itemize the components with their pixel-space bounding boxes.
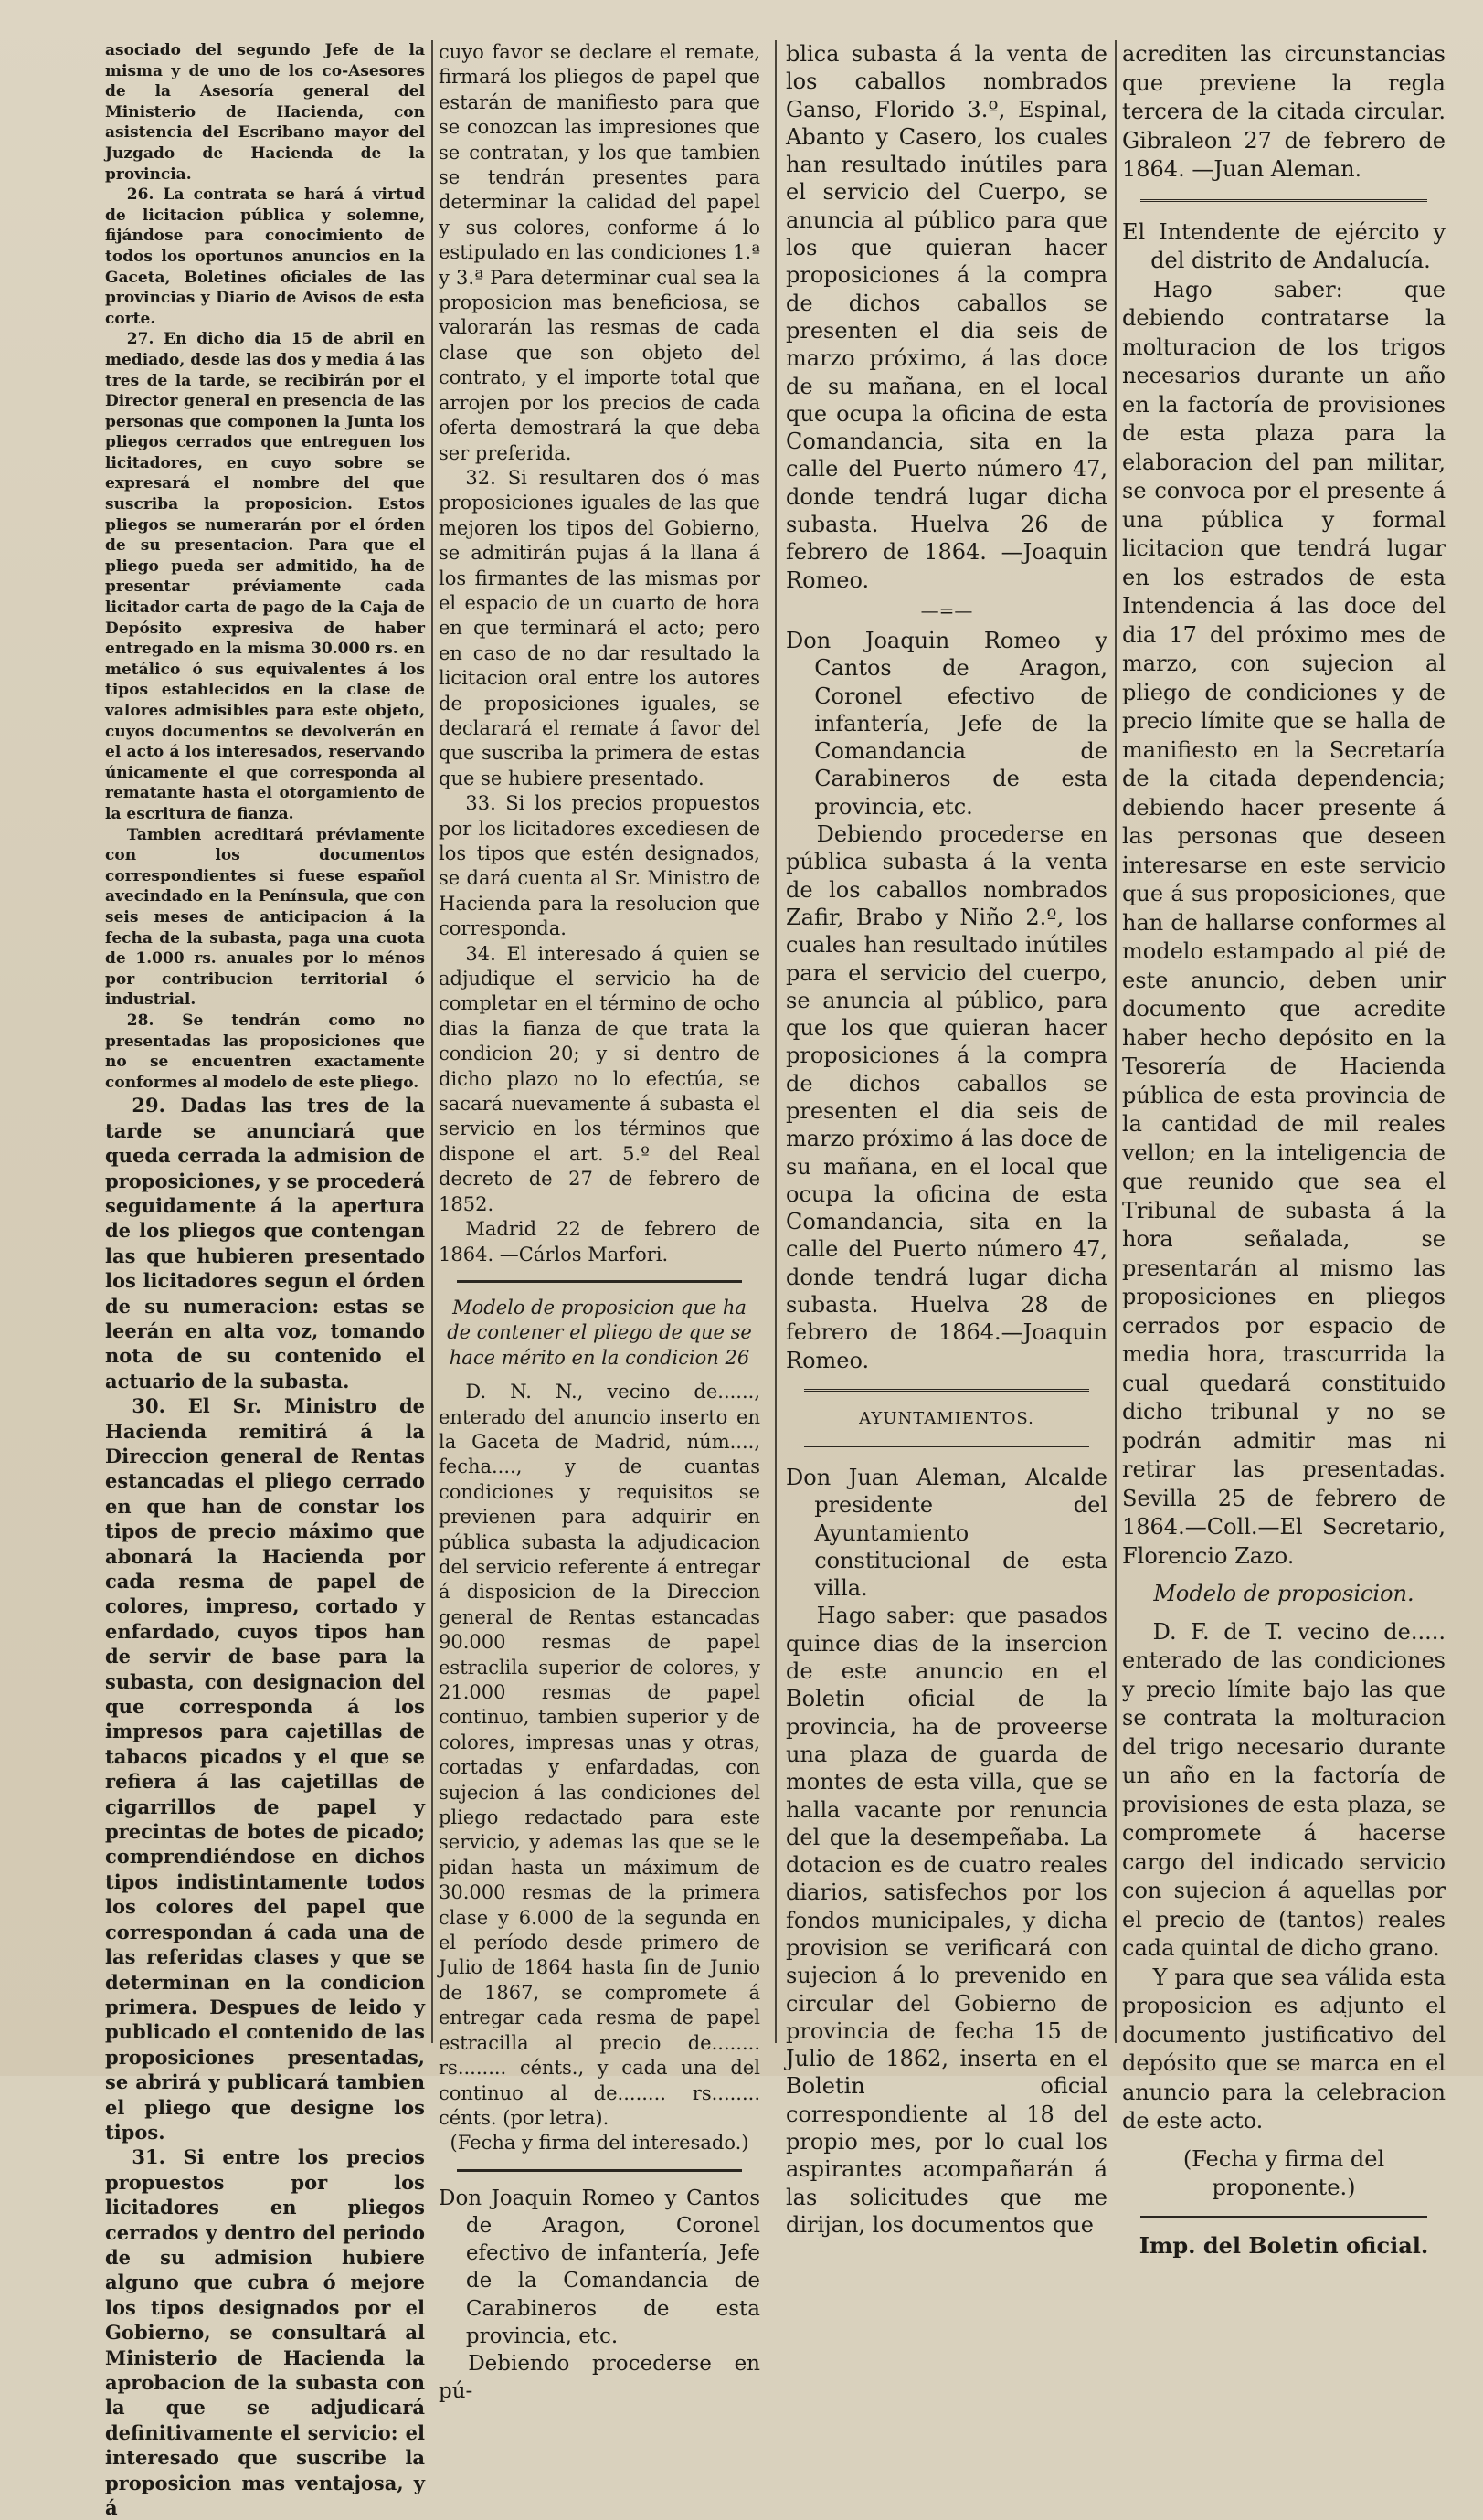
notice-header: Don Juan Aleman, Alcalde presidente del Ayuntamiento constitucional de esta villa. xyxy=(786,1464,1107,1602)
paragraph: 27. En dicho dia 15 de abril en mediado, desde las dos y media á las tres de la tarde, se recibirán por el Director general en presencia de las personas que componen la Junta los pliegos cerrados que entreguen los licitadores, en cuyo sobre se expresará el nombre del que suscriba la proposicion. Estos pliegos se numerarán por el órden de su presentacion. Para que el pliego pueda ser admitido, ha de presentar préviamente cada licitador carta de pago de la Caja de Depósito expresiva de haber entregado en la misma 30.000 rs. en metálico ó sus equivalentes á los tipos establecidos en la clase de valores admisibles para este objeto, cuyos documentos se devolverán en el acto á los interesados, reservando únicamente el que corresponda al rematante hasta el otorgamiento de la escritura de fianza. xyxy=(105,330,425,823)
signature-line: Madrid 22 de febrero de 1864. —Cárlos Marfori. xyxy=(439,1218,760,1265)
paragraph: 33. Si los precios propuestos por los licitadores excediesen de los tipos que estén designados, se dará cuenta al Sr. Ministro de Hacienda para la resolucion que corresponda. xyxy=(439,792,760,940)
paragraph: blica subasta á la venta de los caballos nombrados Ganso, Florido 3.º, Espinal, Abanto y Casero, los cuales han resultado inútiles para el servicio del Cuerpo, se anuncia al público para que los que quieran hacer proposiciones á la compra de dichos caballos se presenten el dia seis de marzo próximo, á las doce de su mañana, en el local que ocupa la oficina de esta Comandancia, sita en la calle del Puerto número 47, donde tendrá lugar dicha subasta. Huelva 26 de febrero de 1864. —Joaquin Romeo. xyxy=(786,41,1107,593)
section-heading: Modelo de proposicion que ha de contener el pliego de que se hace mérito en la condicion 26 xyxy=(447,1296,752,1369)
paragraph: 32. Si resultaren dos ó mas proposiciones iguales de las que mejoren los tipos del Gobierno, se admitirán pujas á la llana á los firmantes de las mismas por el espacio de un cuarto de hora en que terminará el acto; pero en caso de no dar resultado la licitacion oral entre los autores de proposiciones iguales, se declarará el remate á favor del que suscriba la primera de estas que se hubiere presentado. xyxy=(439,466,760,789)
paragraph: D. N. N., vecino de......, enterado del anuncio inserto en la Gaceta de Madrid, núm...., fecha...., y de cuantas condiciones y requisitos se previenen para adquirir en pública subasta la adjudicacion del servicio referente á entregar á disposicion de la Direccion general de Rentas estancadas 90.000 resmas de papel estraclila superior de colores, y 21.000 resmas de papel continuo, tambien superior y de colores, impresas unas y otras, cortadas y enfardadas, con sujecion á las condiciones del pliego redactado para este servicio, y ademas las que se le pidan hasta un máximum de 30.000 resmas de la primera clase y 6.000 de la segunda en el período desde primero de Julio de 1864 hasta fin de Junio de 1867, se compromete á entregar cada resma de papel estracilla al precio de........ rs........ cénts., y cada una del continuo al de........ rs........ cénts. (por letra). xyxy=(439,1381,760,2129)
column-1 xyxy=(105,40,425,2520)
notice-header: El Intendente de ejército y del distrito de Andalucía. xyxy=(1122,218,1446,273)
notice-header: Don Joaquin Romeo y Cantos de Aragon, Coronel efectivo de infantería, Jefe de la Comandancia de Carabineros de esta provincia, etc. xyxy=(786,627,1107,820)
separator-mark: —=— xyxy=(920,598,973,621)
paragraph: Debiendo procederse en pública subasta á la venta de los caballos nombrados Zafir, Brabo y Niño 2.º, los cuales han resultado inútiles para el servicio del cuerpo, se anuncia al público, para que los que quieran hacer proposiciones á la compra de dichos caballos se presenten el dia seis de marzo próximo á las doce de su mañana, en el local que ocupa la oficina de esta Comandancia, sita en la calle del Puerto número 47, donde tendrá lugar dicha subasta. Huelva 28 de febrero de 1864.—Joaquin Romeo. xyxy=(786,821,1107,1373)
column-rule xyxy=(431,40,433,2043)
section-rule xyxy=(457,1280,742,1283)
signature-line: (Fecha y firma del proponente.) xyxy=(1182,2145,1385,2200)
section-rule xyxy=(804,1445,1089,1449)
paragraph: 34. El interesado á quien se adjudique el servicio ha de completar en el término de ocho dias la fianza de que trata la condicion 20; y si dentro de dicho plazo no lo efectúa, se sacará nuevamente á subasta el servicio en los términos que dispone el art. 5.º del Real decreto de 27 de febrero de 1852. xyxy=(439,942,760,1215)
paragraph: 28. Se tendrán como no presentadas las proposiciones que no se encuentren exactamente conformes al modelo de este pliego. xyxy=(105,1011,425,1092)
section-rule xyxy=(457,2169,742,2172)
paragraph: 29. Dadas las tres de la tarde se anunciará que queda cerrada la admision de proposiciones, y se procederá seguidamente á la apertura de los pliegos que contengan las que hubieren presentado los licitadores segun el órden de su numeracion: estas se leerán en alta voz, tomando nota de su contenido el actuario de la subasta. xyxy=(105,1094,425,1392)
paragraph: Y para que sea válida esta proposicion es adjunto el documento justificativo del depósito que se marca en el anuncio para la celebracion de este acto. xyxy=(1122,1964,1446,2134)
paragraph: Debiendo procederse en pú- xyxy=(439,2351,760,2404)
column-4 xyxy=(1122,40,1446,2259)
section-heading: AYUNTAMIENTOS. xyxy=(859,1408,1034,1428)
paragraph: 26. La contrata se hará á virtud de licitacion pública y solemne, fijándose para conocimiento de todos los oportunos anuncios en la Gaceta, Boletines oficiales de las provincias y Diario de Avisos de esta corte. xyxy=(105,185,425,328)
paragraph: 30. El Sr. Ministro de Hacienda remitirá á la Direccion general de Rentas estancadas el pliego cerrado en que han de constar los tipos de precio máximo que abonará la Hacienda por cada resma de papel de colores, impreso, cortado y enfardado, cuyos tipos han de servir de base para la subasta, con designacion del que corresponda á los impresos para cajetillas de tabacos picados y el que se refiera á las cajetillas de cigarrillos de papel y precintas de botes de picado; comprendiéndose en dichos tipos indistintamente todos los colores del papel que correspondan á cada una de las referidas clases y que se determinan en la condicion primera. Despues de leido y publicado el contenido de las proposiciones presentadas, se abrirá y publicará tambien el pliego que designe los tipos. xyxy=(105,1394,425,2144)
paragraph: asociado del segundo Jefe de la misma y de uno de los co-Asesores de la Asesoría general del Ministerio de Hacienda, con asistencia del Escribano mayor del Juzgado de Hacienda de la provincia. xyxy=(105,41,425,184)
section-rule xyxy=(1140,2216,1427,2218)
signature-line: (Fecha y firma del interesado.) xyxy=(450,2132,749,2155)
column-3 xyxy=(786,40,1107,2238)
paragraph: acrediten las circunstancias que previene la regla tercera de la citada circular. Gibraleon 27 de febrero de 1864. —Juan Aleman. xyxy=(1122,41,1446,182)
paragraph: 31. Si entre los precios propuestos por los licitadores en pliegos cerrados y dentro del periodo de su admision hubiere alguno que cubra ó mejore los tipos designados por el Gobierno, se consultará al Ministerio de Hacienda la aprobacion de la subasta con la que se adjudicará definitivamente el servicio: el interesado que suscribe la proposicion mas ventajosa, y á xyxy=(105,2145,425,2520)
paragraph: cuyo favor se declare el remate, firmará los pliegos de papel que estarán de manifiesto para que se conozcan las impresiones que se contratan, y los que tambien se tendrán presentes para determinar la calidad del papel y sus colores, conforme á lo estipulado en las condiciones 1.ª y 3.ª Para determinar cual sea la proposicion mas beneficiosa, se valorarán las resmas de cada clase que son objeto del contrato, y el importe total que arrojen por los precios de cada oferta demostrará la que deba ser preferida. xyxy=(439,41,760,464)
column-2 xyxy=(439,40,760,2404)
paragraph: D. F. de T. vecino de..... enterado de las condiciones y precio límite bajo las que se contrata la molturacion del trigo necesario durante un año en la factoría de provisiones de esta plaza, se compromete á hacerse cargo del indicado servicio con sujecion á aquellas por el precio de (tantos) reales cada quintal de dicho grano. xyxy=(1122,1618,1446,1961)
paragraph: Hago saber: que pasados quince dias de la insercion de este anuncio en el Boletin oficial de la provincia, ha de proveerse una plaza de guarda de montes de esta villa, que se halla vacante por renuncia del que la desempeñaba. La dotacion es de cuatro reales diarios, satisfechos por los fondos municipales, y dicha provision se verificará con sujecion á lo prevenido en circular del Gobierno de provincia de fecha 15 de Julio de 1862, inserta en el Boletin oficial correspondiente al 18 del propio mes, por lo cual los aspirantes acompañarán á las solicitudes que me dirijan, los documentos que xyxy=(786,1603,1107,2238)
printer-imprint: Imp. del Boletin oficial. xyxy=(1139,2231,1429,2259)
paragraph: Hago saber: que debiendo contratarse la molturacion de los trigos necesarios durante un año en la factoría de provisiones de esta plaza para la elaboracion del pan militar, se convoca por el presente á una pública y formal licitacion que tendrá lugar en los estrados de esta Intendencia á las doce del dia 17 del próximo mes de marzo, con sujecion al pliego de condiciones y de precio límite que se halla de manifiesto en la Secretaría de la citada dependencia; debiendo hacer presente á las personas que deseen interesarse en este servicio que á sus proposiciones, que han de hallarse conformes al modelo estampado al pié de este anuncio, deben unir documento que acredite haber hecho depósito en la Tesorería de Hacienda pública de esta provincia de la cantidad de mil reales vellon; en la inteligencia de que reunido que sea el Tribunal de subasta á la hora señalada, se presentarán al mismo las proposiciones en pliegos cerrados por espacio de media hora, trascurrida la cual quedará constituido dicho tribunal y no se podrán admitir mas ni retirar las presentadas. Sevilla 25 de febrero de 1864.—Coll.—El Secretario, Florencio Zazo. xyxy=(1122,276,1446,1569)
section-rule xyxy=(804,1389,1089,1393)
notice-header: Don Joaquin Romeo y Cantos de Aragon, Coronel efectivo de infantería, Jefe de la Comandancia de Carabineros de esta provincia, etc. xyxy=(439,2186,760,2348)
section-rule xyxy=(1140,199,1427,204)
paragraph: Tambien acreditará préviamente con los documentos correspondientes si fuese español avecindado en la Península, que con seis meses de anticipacion á la fecha de la subasta, paga una cuota de 1.000 rs. anuales por lo ménos por contribucion territorial ó industrial. xyxy=(105,825,425,1010)
column-rule xyxy=(1115,40,1117,2043)
column-1-continued xyxy=(105,1093,425,2520)
notice-block xyxy=(439,2185,760,2406)
column-rule xyxy=(775,40,777,2043)
section-heading: Modelo de proposicion. xyxy=(1153,1581,1414,1606)
